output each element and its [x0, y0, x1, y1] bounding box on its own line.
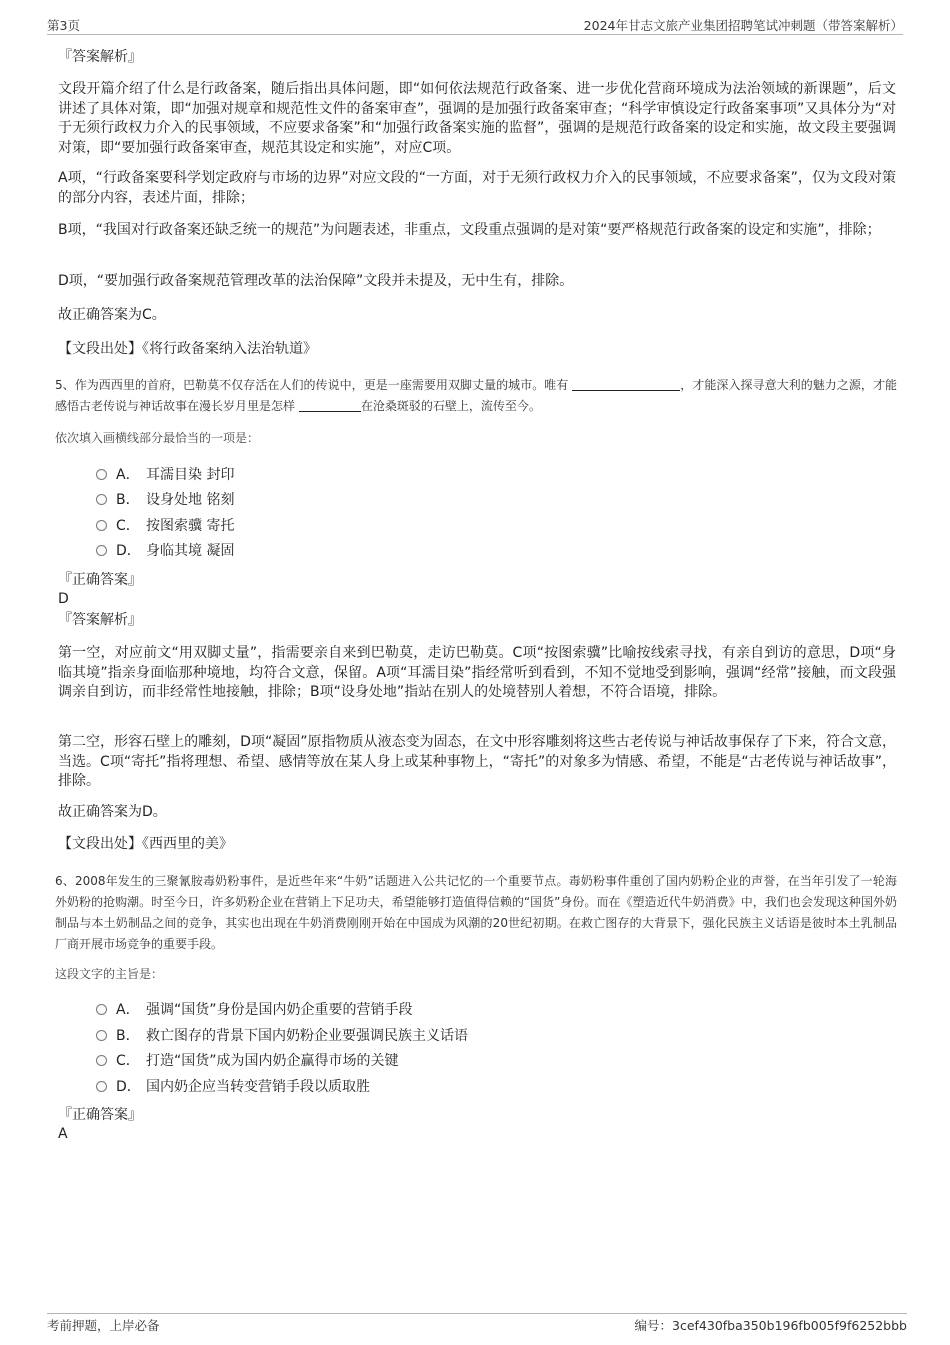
q5-option-a[interactable]: A． 耳濡目染 封印 — [96, 465, 234, 485]
q5-correct-title: 『正确答案』 — [58, 572, 142, 588]
q5-blank-2 — [299, 398, 361, 412]
radio-icon[interactable] — [96, 494, 107, 505]
q5-analysis-para-1: 第一空，对应前文“用双脚丈量”，指需要亲自来到巴勒莫，走访巴勒莫。C项“按图索骥”比喻按线索寻找，有亲自到访的意思，D项“身临其境”指亲身面临那种境地，均符合文意，保留。A项“耳濡目染”指经常听到看到，不知不觉地受到影响，强调“经常”接触，而文段强调亲自到访，而非经常性地接触，排除；B项“设身处地”指站在别人的处境替别人着想，不符合语境，排除。 — [58, 645, 896, 700]
q5-blank-1 — [572, 377, 680, 391]
q5-analysis-para-2: 第二空，形容石壁上的雕刻，D项“凝固”原指物质从液态变为固态，在文中形容雕刻将这些古老传说与神话故事保存了下来，符合文意，当选。C项“寄托”指将理想、希望、感情等放在某人身上或某种事物上，“寄托”的对象多为情感、希望，不能是“古老传说与神话故事”，排除。 — [58, 734, 896, 789]
q5-option-c[interactable]: C． 按图索骥 寄托 — [96, 516, 234, 536]
q6-option-a[interactable]: A． 强调“国货”身份是国内奶企重要的营销手段 — [96, 1000, 413, 1020]
q5-correct-answer-text: 故正确答案为D。 — [58, 804, 167, 820]
q4-analysis-para-1: 文段开篇介绍了什么是行政备案，随后指出具体问题，即“如何依法规范行政备案、进一步优化营商环境成为法治领域的新课题”，后文讲述了具体对策，即“加强对规章和规范性文件的备案审查”，强调的是加强行政备案审查；“科学审慎设定行政备案事项”又具体分为“对于无须行政权力介入的民事领域，不应要求备案”和“加强行政备案实施的监督”，强调的是规范行政备案的设定和实施，故文段主要强调对策，即“要加强行政备案审查，规范其设定和实施”，对应C项。 — [58, 81, 896, 156]
page-footer — [47, 1313, 907, 1336]
q4-correct-answer-text: 故正确答案为C。 — [58, 307, 166, 323]
q4-analysis-title: 『答案解析』 — [58, 49, 142, 65]
radio-icon[interactable] — [96, 1030, 107, 1041]
radio-icon[interactable] — [96, 1055, 107, 1066]
q5-option-b[interactable]: B． 设身处地 铭刻 — [96, 490, 234, 510]
q5-option-d[interactable]: D． 身临其境 凝固 — [96, 541, 234, 561]
radio-icon[interactable] — [96, 545, 107, 556]
q6-option-b[interactable]: B． 救亡图存的背景下国内奶粉企业要强调民族主义话语 — [96, 1026, 468, 1046]
page-header — [47, 14, 903, 35]
radio-icon[interactable] — [96, 1004, 107, 1015]
q6-correct-title: 『正确答案』 — [58, 1107, 142, 1123]
q5-correct-answer: D — [58, 591, 69, 607]
q5-analysis-title: 『答案解析』 — [58, 612, 142, 628]
q6-option-c[interactable]: C． 打造“国货”成为国内奶企赢得市场的关键 — [96, 1051, 399, 1071]
radio-icon[interactable] — [96, 520, 107, 531]
q6-question-text: 6、2008年发生的三聚氰胺毒奶粉事件，是近些年来“牛奶”话题进入公共记忆的一个重要节点。毒奶粉事件重创了国内奶粉企业的声誉，在当年引发了一轮海外奶粉的抢购潮。时至今日，许多奶粉企业在营销上下足功夫，希望能够打造值得信赖的“国货”身份。而在《塑造近代牛奶消费》中，我们也会发现这种国外奶制品与本土奶制品之间的竞争，其实也出现在牛奶消费刚刚开始在中国成为风潮的20世纪初期。在救亡图存的大背景下，强化民族主义话语是彼时本土乳制品厂商开展市场竞争的重要手段。 — [55, 874, 897, 951]
q4-analysis-para-4: D项，“要加强行政备案规范管理改革的法治保障”文段并未提及，无中生有，排除。 — [58, 273, 574, 289]
document-title: 2024年甘志文旅产业集团招聘笔试冲刺题（带答案解析） — [583, 18, 903, 33]
q5-source: 【文段出处】《西西里的美》 — [58, 836, 233, 852]
q5-prompt: 依次填入画横线部分最恰当的一项是： — [55, 431, 260, 445]
q5-question-text: 5、作为西西里的首府，巴勒莫不仅存活在人们的传说中，更是一座需要用双脚丈量的城市。唯有 ，才能深入探寻意大利的魅力之源，才能感悟古老传说与神话故事在漫长岁月里是怎样 在沧桑斑驳的石壁上，流传至今。 — [55, 378, 897, 413]
radio-icon[interactable] — [96, 469, 107, 480]
page-number: 第3页 — [47, 18, 80, 33]
q6-prompt: 这段文字的主旨是： — [55, 967, 164, 981]
footer-slogan: 考前押题，上岸必备 — [47, 1318, 160, 1333]
radio-icon[interactable] — [96, 1081, 107, 1092]
q6-correct-answer: A — [58, 1126, 68, 1142]
q4-analysis-para-3: B项，“我国对行政备案还缺乏统一的规范”为问题表述，非重点，文段重点强调的是对策“要严格规范行政备案的设定和实施”，排除； — [58, 222, 881, 238]
q6-option-d[interactable]: D． 国内奶企应当转变营销手段以质取胜 — [96, 1077, 370, 1097]
document-id: 编号：3cef430fba350b196fb005f9f6252bbb — [634, 1318, 907, 1333]
q4-source: 【文段出处】《将行政备案纳入法治轨道》 — [58, 341, 317, 357]
q4-analysis-para-2: A项，“行政备案要科学划定政府与市场的边界”对应文段的“一方面，对于无须行政权力介入的民事领域，不应要求备案”，仅为文段对策的部分内容，表述片面，排除； — [58, 170, 896, 206]
